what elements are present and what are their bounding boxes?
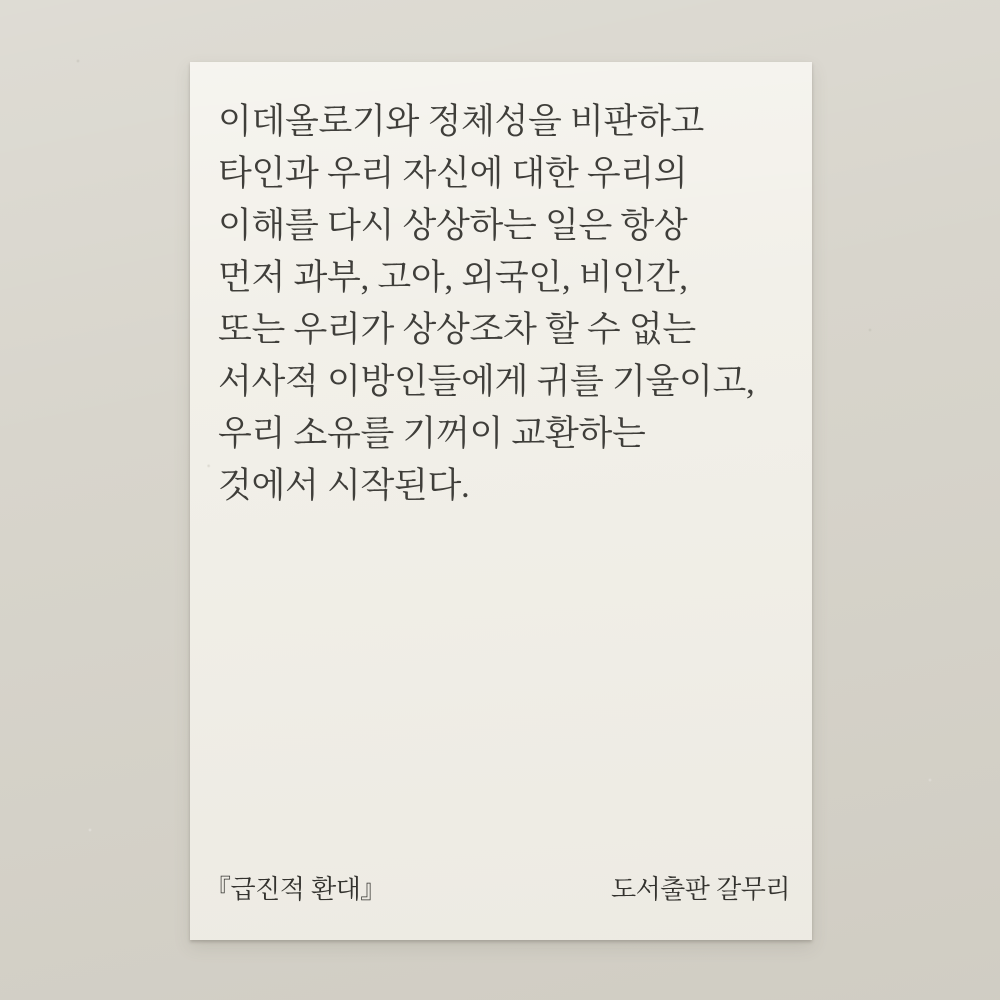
publisher-name: 도서출판 갈무리 bbox=[610, 874, 790, 905]
quote-line-7: 우리 소유를 기꺼이 교환하는 bbox=[218, 414, 646, 453]
quote-text bbox=[218, 96, 796, 512]
quote-line-4: 먼저 과부, 고아, 외국인, 비인간, bbox=[218, 258, 688, 297]
quote-line-2: 타인과 우리 자신에 대한 우리의 bbox=[218, 154, 688, 193]
book-title: 『급진적 환대』 bbox=[205, 874, 386, 905]
quote-line-5: 또는 우리가 상상조차 할 수 없는 bbox=[218, 310, 696, 349]
card-footer bbox=[205, 875, 790, 904]
quote-line-8: 것에서 시작된다. bbox=[218, 466, 470, 505]
quote-line-1: 이데올로기와 정체성을 비판하고 bbox=[218, 102, 705, 141]
quote-line-3: 이해를 다시 상상하는 일은 항상 bbox=[218, 206, 688, 245]
quote-card bbox=[190, 62, 812, 940]
quote-line-6: 서사적 이방인들에게 귀를 기울이고, bbox=[218, 362, 755, 401]
